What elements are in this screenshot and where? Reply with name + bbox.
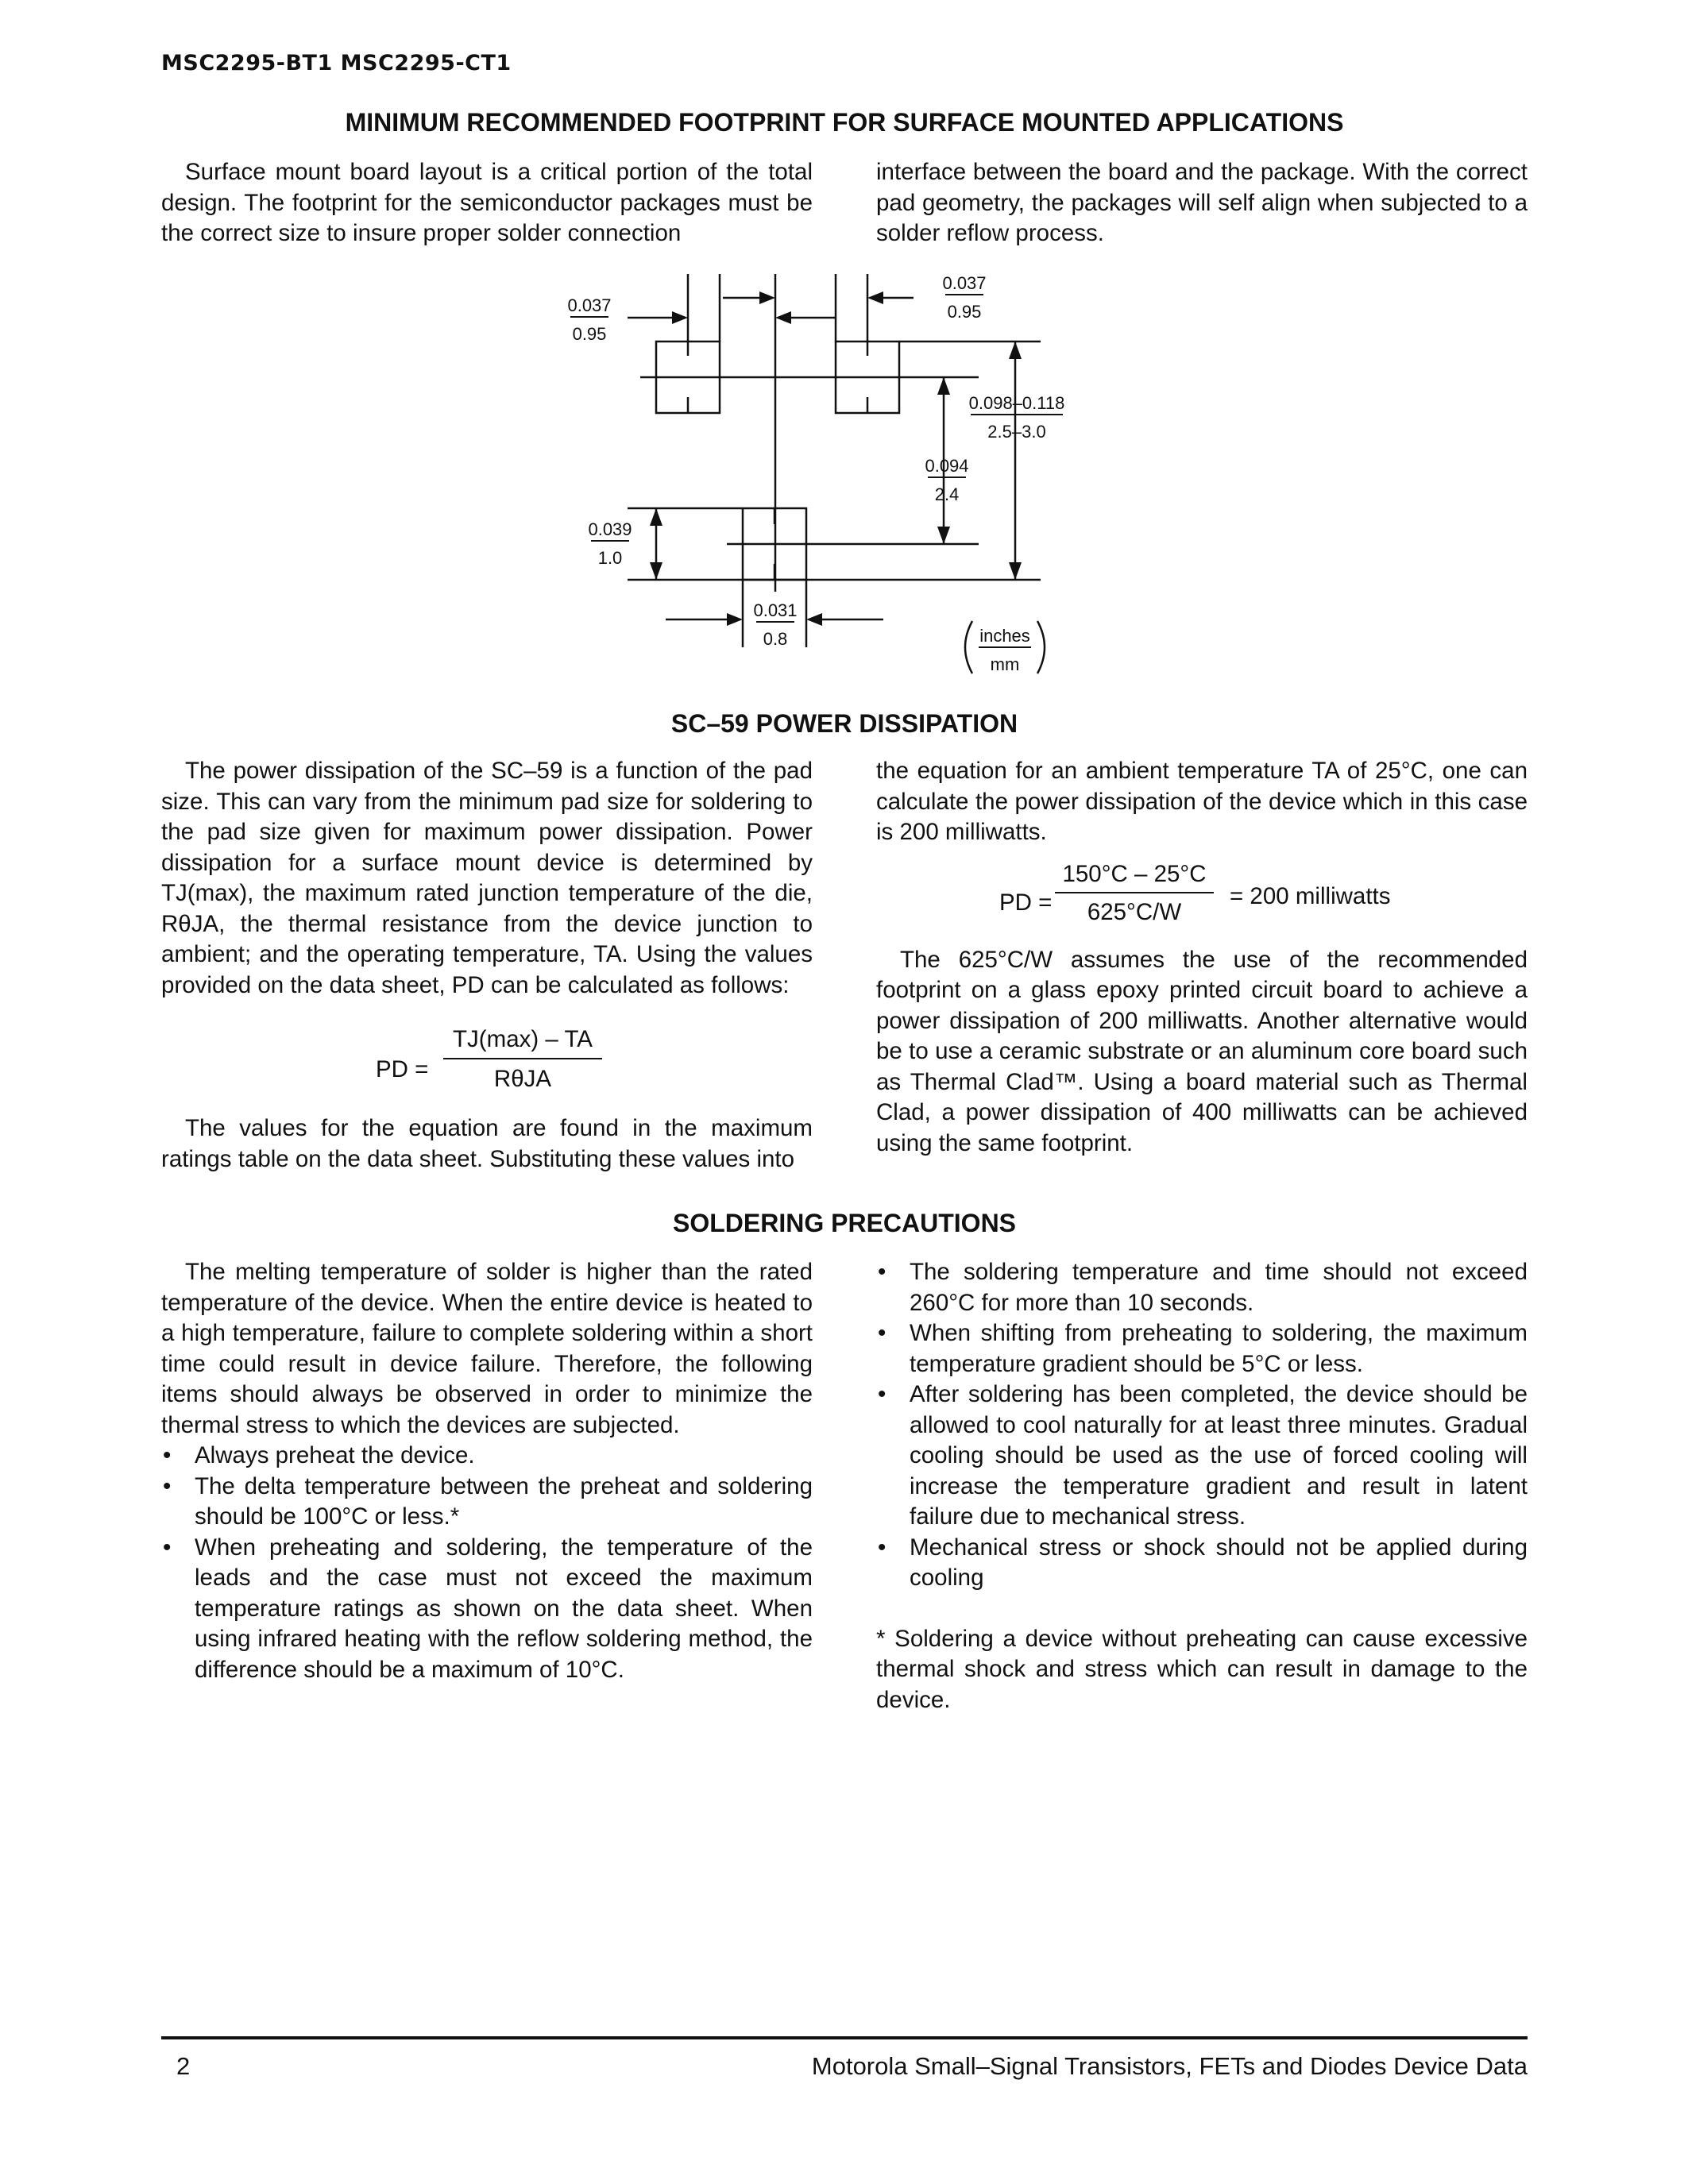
power-para-1-pd-rest: can be calculated as follows: (490, 971, 790, 998)
soldering-left-bullet-2: • The delta temperature between the preheat and soldering should be 100°C or less.* (161, 1472, 813, 1533)
dim-left-pad-width-inches: 0.037 (567, 295, 612, 315)
power-right-para-1b: of 25°C, one can calculate the power dissipation of the device which in this case is 200 milliwatts. (876, 758, 1528, 845)
soldering-footnote: * Soldering a device without preheating can cause excessive thermal shock and stress which can result in damage to the device. (876, 1625, 1528, 1713)
dim-left-pad-width-mm: 0.95 (572, 324, 607, 344)
footprint-intro-left: Surface mount board layout is a critical portion of the total design. The footprint for the semiconductor packages must be the correct size to insure proper solder connection (161, 159, 813, 246)
footprint-intro-right: interface between the board and the package. With the correct pad geometry, the packages will self align when subjected to a solder reflow process. (876, 159, 1528, 246)
footprint-left-column (161, 157, 813, 249)
soldering-right-bullet-3: • After soldering has been completed, the device should be allowed to cool naturally for at least three minutes. Gradual cooling should be used as the use of forced cooling will increase the temperature gradient and result in latent failure due to mechanical stress. (876, 1379, 1528, 1533)
dim-row-spacing-mm: 2.4 (934, 484, 960, 504)
ta-symbol: TA (593, 941, 622, 967)
dim-overall-height-mm: 2.5–3.0 (987, 422, 1046, 442)
power-right-para-1 (876, 756, 1528, 848)
eq2-result: = 200 milliwatts (1230, 882, 1391, 909)
footer-rule (161, 2036, 1528, 2039)
eq1-numerator: TJ(max) – TA (453, 1026, 593, 1052)
power-right-para-2: The 625°C/W assumes the use of the recommended footprint on a glass epoxy printed circuit board to achieve a power dissipation of 200 milliwatts. Another alternative would be to use a ceramic substrate or an aluminum core board such as Thermal Clad™. Using a board material such as Thermal Clad, a power dissipation of 400 milliwatts can be achieved using the same footprint. (876, 946, 1528, 1156)
equation-pd-general (161, 1024, 813, 1104)
section-title-soldering: SOLDERING PRECAUTIONS (672, 1209, 1017, 1237)
soldering-intro: The melting temperature of solder is higher than the rated temperature of the device. When the entire device is heated to a high temperature, failure to complete soldering within a short time could result in device failure. Therefore, the following items should always be observed in order to minimize the thermal stress to which the devices are subjected. (161, 1259, 813, 1438)
soldering-left-bullet-3: • When preheating and soldering, the temperature of the leads and the case must not exceed the maximum temperature ratings as shown on the data sheet. When using infrared heating with the reflow soldering method, the difference should be a maximum of 10°C. (161, 1533, 813, 1686)
footer-publication: Motorola Small–Signal Transistors, FETs and Diodes Device Data (811, 2052, 1528, 2080)
header-part-numbers: MSC2295-BT1 MSC2295-CT1 (161, 51, 512, 75)
soldering-left-column (161, 1257, 813, 1685)
soldering-right-bullet-2: • When shifting from preheating to soldering, the maximum temperature gradient should be 5°C or less. (876, 1318, 1528, 1379)
footprint-diagram (548, 266, 1088, 687)
soldering-right-bullet-1: • The soldering temperature and time should not exceed 260°C for more than 10 seconds. (876, 1257, 1528, 1318)
dim-overall-height-inches: 0.098–0.118 (968, 393, 1065, 413)
pd-symbol: PD (451, 971, 485, 998)
power-right-column (876, 756, 1528, 1159)
eq2-fraction-bar (1055, 892, 1214, 893)
tj-max-symbol: TJ(max) (161, 880, 248, 906)
soldering-left-bullet-1: • Always preheat the device. (161, 1441, 813, 1472)
soldering-right-bullet-4: • Mechanical stress or shock should not be applied during cooling (876, 1533, 1528, 1594)
power-para-1 (161, 756, 813, 1001)
eq2-denominator: 625°C/W (1087, 898, 1182, 925)
dim-pad-width-bottom-inches: 0.031 (753, 600, 798, 620)
dim-row-spacing-inches: 0.094 (925, 456, 969, 476)
power-para-1-text: The power dissipation of the SC–59 is a function of the pad size. This can vary from the minimum pad size for soldering to the pad size given for maximum power dissipation. Power dissipation for a surface mount device is determined by (161, 758, 813, 876)
power-para-2: The values for the equation are found in the maximum ratings table on the data sheet. Substituting these values into (161, 1115, 813, 1172)
section-title-power-dissipation: SC–59 POWER DISSIPATION (670, 709, 1018, 738)
dim-right-pad-width-mm: 0.95 (947, 302, 982, 322)
footprint-right-column (876, 157, 1528, 249)
right-ta-symbol: TA (1311, 758, 1339, 784)
dim-right-pad-width-inches: 0.037 (942, 273, 987, 293)
power-right-para-1a: the equation for an ambient temperature (876, 758, 1304, 784)
dim-pad-width-bottom-mm: 0.8 (763, 629, 788, 649)
page-number: 2 (176, 2052, 191, 2080)
power-para-1-tj-rest: , the maximum rated junction temperature of the die, (247, 880, 813, 906)
equation-pd-numeric (876, 860, 1528, 945)
rth-symbol: RθJA (161, 910, 219, 937)
dim-pad-height-mm: 1.0 (597, 548, 623, 568)
section-title-footprint: MINIMUM RECOMMENDED FOOTPRINT FOR SURFACE MOUNTED APPLICATIONS (345, 108, 1344, 137)
soldering-right-column (876, 1257, 1528, 1715)
units-legend-inches: inches (979, 626, 1030, 646)
power-para-1-rth-rest: , the thermal resistance from the device junction to ambient; and the operating temperature, (161, 910, 813, 967)
eq1-fraction-bar (443, 1058, 602, 1059)
eq2-lhs: PD = (999, 889, 1053, 916)
power-left-column (161, 756, 813, 1175)
units-legend-mm: mm (990, 654, 1020, 674)
dim-pad-height-inches: 0.039 (588, 519, 632, 539)
eq1-lhs: PD = (376, 1056, 429, 1082)
eq1-denominator: RθJA (493, 1066, 552, 1092)
eq2-numerator: 150°C – 25°C (1062, 860, 1207, 887)
power-para-1-ta-rest: . Using the values provided on the data sheet, (161, 941, 813, 998)
